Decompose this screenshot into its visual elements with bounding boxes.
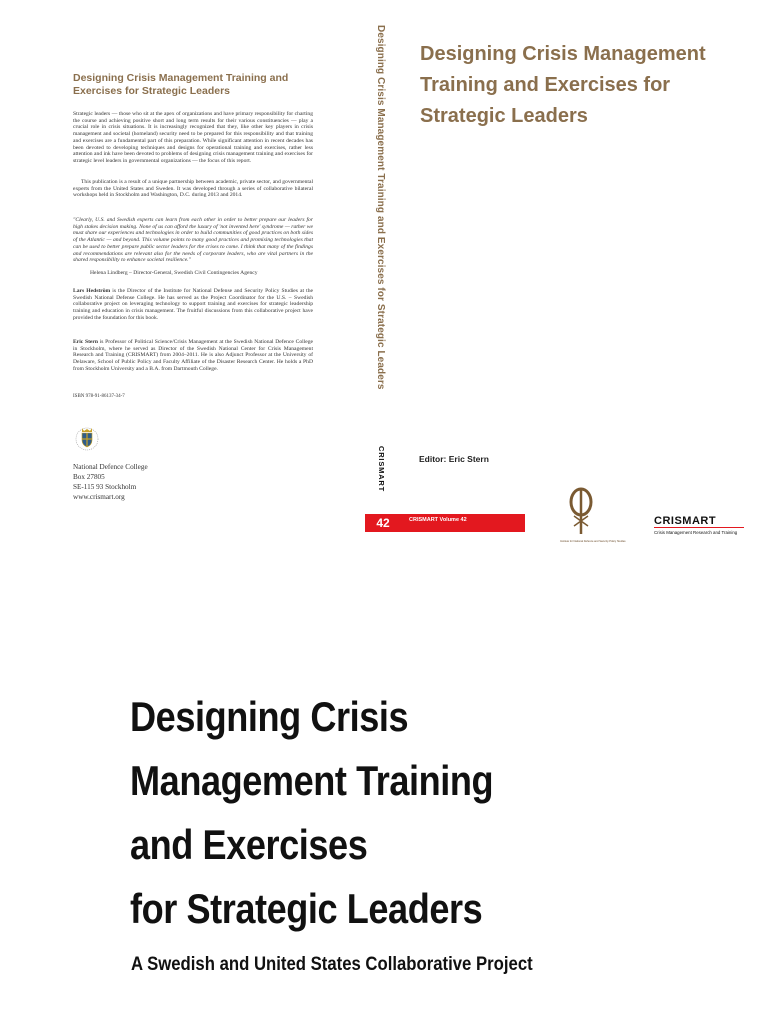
crismart-logo: CRISMART	[654, 515, 717, 527]
author-name: Eric Stern	[73, 339, 99, 345]
isbn: ISBN 978-91-86137-34-7	[73, 394, 125, 399]
back-cover	[0, 0, 362, 545]
spine-volume-number: 42	[365, 514, 401, 532]
publisher-address	[73, 462, 148, 502]
logo-rule	[654, 527, 744, 528]
address-line: SE-115 93 Stockholm	[73, 483, 137, 491]
author-bio-text: is the Director of the Institute for National Defense and Security Policy Studies at the Swedish National Defense College. He has served as the Project Coordinator for the U.S. – Swedish collaborative project on leveraging technology to support training and exercises for strategic leadership training and education in crisis management. The fruitful discussions from this collaborative project have provided the foundation for this book.	[73, 288, 313, 321]
title-line: for Strategic Leaders	[130, 885, 483, 932]
title-line: Designing Crisis	[130, 693, 409, 740]
title-page-subtitle: A Swedish and United States Collaborative Project	[131, 954, 533, 975]
series-label: CRISMART Volume 42	[409, 517, 467, 523]
author-bio-text: is Professor of Political Science/Crisis Management at the Swedish National Defence College in Stockholm, where he served as Director of the Swedish National Center for Crisis Management Research and Training (CRISMART) from 2004–2011. He is also Adjunct Professor at the University of Delaware, School of Public Policy and Faculty Affiliate of the Disaster Research Center. He holds a PhD from Stockholm University and a B.A. from Dartmouth College.	[73, 339, 313, 372]
back-cover-paragraph-1: Strategic leaders — those who sit at the apex of organizations and have primary responsibility for charting the course and achieving positive short and long term results for their various constituencies — play a crucial role in crisis situations. It is increasingly recognized that they, like other key players in crisis management and societal (homeland) security need to be prepared for this responsibility and that training and exercises are a fundamental part of this preparation. While significant attention in recent decades has been devoted to developing techniques and designs for operational training and exercises, rather less attention and ink have been devoted to problems of designing crisis management training and exercises for strategic level leaders in governmental organizations — the focus of this report.	[73, 111, 313, 164]
coat-of-arms-icon	[74, 424, 100, 452]
author-name: Lars Hedström	[73, 288, 111, 294]
author-bio-hedstrom	[73, 288, 313, 322]
endorsement-quote: "Clearly, U.S. and Swedish experts can learn from each other in order to better prepare our leaders for high stakes decision making. None of us can afford the luxury of 'not invented here' syndrome — rather we must share our experiences and technologies in order to build communities of good practices on both sides of the Atlantic — and beyond. This volume points to many good practices and promising technologies that can be used to better prepare public sector leaders for the crises to come. I think that many of the findings and recommendations are relevant also for the needs of corporate leaders, who are vital partners in the shared responsibility to enhance societal resilience."	[73, 217, 313, 264]
title-line: Management Training	[130, 757, 494, 804]
title-line: and Exercises	[130, 821, 368, 868]
crismart-tagline: Crisis Management Research and Training	[654, 530, 738, 535]
front-cover-title: Designing Crisis Management Training and Exercises for Strategic Leaders	[420, 43, 706, 127]
spine-publisher: CRISMART	[377, 446, 386, 492]
quote-attribution: Helena Lindberg – Director-General, Swedish Civil Contingencies Agency	[90, 270, 258, 276]
series-bar	[401, 514, 525, 532]
back-cover-title: Designing Crisis Management Training and Exercises for Strategic Leaders	[73, 72, 289, 97]
back-cover-paragraph-2: This publication is a result of a unique partnership between academic, private sector, and governmental experts from the United States and Sweden. It was developed through a series of collaborative bilateral workshops held in Stockholm and Washington, D.C. during 2013 and 2014.	[73, 179, 313, 199]
spine-title: Designing Crisis Management Training and Exercises for Strategic Leaders	[375, 25, 386, 390]
address-line: www.crismart.org	[73, 493, 125, 501]
author-bio-stern	[73, 339, 313, 373]
address-line: National Defence College	[73, 463, 148, 471]
institute-caption: Institute for National Defence and Security Policy Studies	[560, 540, 626, 543]
address-line: Box 27805	[73, 473, 105, 481]
editor-credit: Editor: Eric Stern	[419, 454, 489, 464]
title-page-heading	[130, 685, 646, 941]
stave-emblem-icon	[564, 486, 598, 536]
